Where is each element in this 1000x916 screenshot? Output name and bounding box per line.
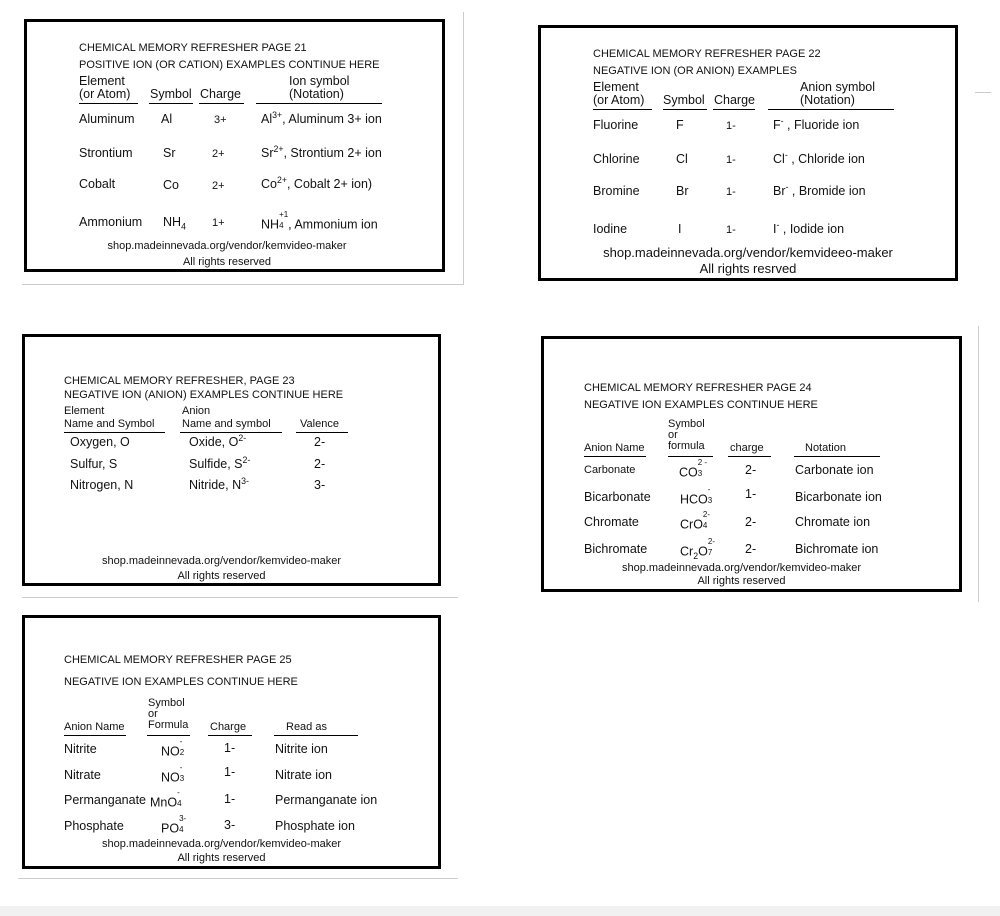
- sheet-edge-21-right: [463, 12, 464, 284]
- page-subtitle: NEGATIVE ION EXAMPLES CONTINUE HERE: [584, 399, 818, 411]
- row-ion-notation: F- , Fluoride ion: [773, 115, 860, 132]
- row-ion-notation: Cl- , Chloride ion: [773, 149, 865, 166]
- row-read-as: Phosphate ion: [275, 819, 355, 833]
- row-charge: 1-: [745, 487, 757, 501]
- page-title: CHEMICAL MEMORY REFRESHER PAGE 22: [593, 48, 821, 60]
- header-element: Element (or Atom): [593, 80, 645, 107]
- page-title: CHEMICAL MEMORY REFRESHER PAGE 25: [64, 654, 292, 666]
- row-notation: Bicarbonate ion: [795, 490, 882, 504]
- row-read-as: Permanganate ion: [275, 793, 378, 807]
- row-anion: Permanganate: [64, 793, 147, 807]
- header-underline: [794, 456, 880, 457]
- header-underline: [668, 456, 713, 457]
- row-element: Bromine: [593, 184, 640, 198]
- row-anion: Phosphate: [64, 819, 124, 833]
- row-charge: 1-: [224, 792, 236, 806]
- header-element: Element Name and Symbol: [64, 405, 155, 430]
- footer-url: shop.madeinnevada.org/vendor/kemvideo-maker: [107, 240, 347, 252]
- row-formula: NO - 3: [161, 763, 185, 785]
- row-element: Nitrogen, N: [70, 478, 134, 492]
- page-subtitle: NEGATIVE ION EXAMPLES CONTINUE HERE: [64, 676, 298, 688]
- row-ion-notation: $Sr^{2+}$, Strontium 2+ ion: [261, 143, 382, 160]
- row-anion: Sulfide, $S^{2-}$: [189, 454, 251, 471]
- header-underline: [208, 735, 252, 736]
- footer-rights: All rights reserved: [697, 575, 786, 587]
- row-element: Chlorine: [593, 152, 640, 166]
- row-charge: 1+: [212, 217, 225, 229]
- sheet-edge-24-right: [978, 326, 979, 602]
- row-charge: 1-: [726, 224, 736, 236]
- header-underline: [296, 432, 348, 433]
- header-symbol: Symbol: [150, 87, 192, 101]
- header-underline: [768, 109, 894, 110]
- row-notation: Bichromate ion: [795, 542, 879, 556]
- row-anion: Nitrate: [64, 768, 101, 782]
- footer-rights: All rights reserved: [182, 256, 272, 268]
- header-underline: [147, 735, 190, 736]
- row-ion-notation: NH +1 4 , Ammonium ion: [261, 210, 378, 232]
- row-notation: Chromate ion: [795, 515, 871, 529]
- page-title: CHEMICAL MEMORY REFRESHER PAGE 24: [584, 382, 812, 394]
- row-ion-notation: $Co^{2+}$, Cobalt 2+ ion): [261, 174, 373, 191]
- row-valence: 2-: [314, 457, 326, 471]
- footer-url: shop.madeinnevada.org/vendor/kemvideo-maker: [101, 555, 342, 567]
- row-ion-notation: I- , Iodide ion: [773, 219, 845, 236]
- row-element: Oxygen, O: [70, 435, 130, 449]
- row-symbol: Cl: [676, 152, 688, 166]
- row-anion: Bicarbonate: [584, 490, 651, 504]
- row-formula: CrO 2- 4: [680, 510, 711, 532]
- row-symbol: I: [678, 222, 682, 236]
- row-charge: 1-: [726, 154, 736, 166]
- row-charge: 2+: [212, 148, 225, 160]
- row-element: Fluorine: [593, 118, 639, 132]
- footer-url: shop.madeinnevada.org/vendor/kemvideeo-maker: [603, 245, 893, 260]
- header-symbol: Symbol or formula: [668, 418, 705, 452]
- row-charge: 2-: [745, 515, 757, 529]
- header-anion-name: Anion Name: [64, 721, 125, 733]
- row-element: Sulfur, S: [70, 457, 118, 471]
- header-underline: [64, 432, 165, 433]
- header-underline: [274, 735, 358, 736]
- row-symbol: $NH_4$: [163, 215, 186, 232]
- row-ion-notation: Br- , Bromide ion: [773, 181, 866, 198]
- header-read-as: Read as: [286, 721, 327, 733]
- row-element: Ammonium: [79, 215, 143, 229]
- row-ion-notation: $Al^{3+}$, Aluminum 3+ ion: [261, 109, 382, 126]
- row-valence: 2-: [314, 435, 326, 449]
- row-charge: 1-: [726, 186, 736, 198]
- row-charge: 1-: [726, 120, 736, 132]
- header-notation: Notation: [805, 442, 846, 454]
- card-page-24: [541, 336, 962, 592]
- row-read-as: Nitrate ion: [275, 768, 332, 782]
- header-valence: Valence: [300, 418, 339, 430]
- footer-rights: All rights reserved: [177, 852, 266, 864]
- header-element: Element (or Atom): [79, 74, 131, 101]
- header-underline: [79, 103, 138, 104]
- row-charge: 2-: [745, 463, 757, 477]
- sheet-edge-25: [18, 878, 458, 879]
- card-page-23: [22, 334, 441, 586]
- sheet-edge-22-mark: [975, 92, 991, 93]
- page-title: CHEMICAL MEMORY REFRESHER PAGE 21: [79, 42, 307, 54]
- card-page-21: [24, 19, 445, 272]
- header-charge: Charge: [210, 721, 247, 733]
- row-anion: Nitride, $N^{3-}$: [189, 475, 249, 492]
- header-underline: [584, 456, 646, 457]
- header-charge: Charge: [200, 87, 241, 101]
- row-read-as: Nitrite ion: [275, 742, 328, 756]
- footer-url: shop.madeinnevada.org/vendor/kemvideo-maker: [621, 562, 862, 574]
- header-underline: [199, 103, 244, 104]
- row-anion: Oxide, $O^{2-}$: [189, 432, 247, 449]
- header-underline: [713, 109, 755, 110]
- row-formula: PO 3- 4: [161, 814, 187, 836]
- row-charge: 3-: [224, 818, 236, 832]
- sheet-edge-21: [22, 284, 464, 285]
- row-charge: 1-: [224, 765, 236, 779]
- row-anion: Carbonate: [584, 464, 636, 476]
- row-element: Iodine: [593, 222, 628, 236]
- page-subtitle: POSITIVE ION (OR CATION) EXAMPLES CONTINUE HERE: [79, 59, 380, 71]
- header-anion-name: Anion Name: [584, 442, 645, 454]
- row-element: Cobalt: [79, 177, 116, 191]
- card-page-25: [22, 615, 441, 869]
- row-formula: CO 2 - 3: [679, 458, 708, 480]
- bottom-strip: [0, 906, 1000, 916]
- header-symbol: Symbol or Formula: [148, 697, 189, 731]
- row-symbol: Co: [163, 178, 179, 192]
- sheet-edge-23: [22, 597, 458, 598]
- row-symbol: F: [676, 118, 684, 132]
- footer-rights: All rights resrved: [699, 261, 797, 276]
- header-underline: [593, 109, 652, 110]
- header-underline: [728, 456, 771, 457]
- footer-url: shop.madeinnevada.org/vendor/kemvideo-maker: [101, 838, 342, 850]
- row-charge: 1-: [224, 741, 236, 755]
- row-element: Strontium: [79, 146, 133, 160]
- header-charge: Charge: [714, 93, 755, 107]
- header-underline: [64, 735, 126, 736]
- header-charge: charge: [730, 442, 764, 454]
- header-anion: Anion Name and symbol: [182, 405, 271, 430]
- row-anion: Chromate: [584, 515, 639, 529]
- row-valence: 3-: [314, 478, 326, 492]
- row-formula: $Cr_2O$ 2- 7: [680, 537, 715, 561]
- row-element: Aluminum: [79, 112, 135, 126]
- row-anion: Nitrite: [64, 742, 97, 756]
- header-underline: [663, 109, 707, 110]
- header-underline: [180, 432, 282, 433]
- row-charge: 3+: [214, 114, 227, 126]
- row-formula: MnO - 4: [150, 788, 182, 810]
- page-subtitle: NEGATIVE ION (ANION) EXAMPLES CONTINUE HERE: [64, 389, 344, 401]
- footer-rights: All rights reserved: [177, 570, 266, 582]
- row-symbol: Sr: [163, 146, 176, 160]
- row-notation: Carbonate ion: [795, 463, 874, 477]
- row-symbol: Al: [161, 112, 173, 126]
- header-ion-symbol: Ion symbol (Notation): [289, 74, 350, 101]
- row-anion: Bichromate: [584, 542, 648, 556]
- row-symbol: Br: [676, 184, 689, 198]
- header-anion-symbol: Anion symbol (Notation): [800, 80, 876, 107]
- card-page-22: [538, 25, 958, 281]
- page-subtitle: NEGATIVE ION (OR ANION) EXAMPLES: [593, 65, 797, 77]
- row-charge: 2-: [745, 542, 757, 556]
- header-underline: [256, 103, 382, 104]
- row-charge: 2+: [212, 180, 225, 192]
- row-formula: NO - 2: [161, 737, 185, 759]
- header-underline: [149, 103, 193, 104]
- row-formula: HCO - 3: [680, 485, 713, 507]
- page-title: CHEMICAL MEMORY REFRESHER, PAGE 23: [64, 375, 295, 387]
- header-symbol: Symbol: [663, 93, 705, 107]
